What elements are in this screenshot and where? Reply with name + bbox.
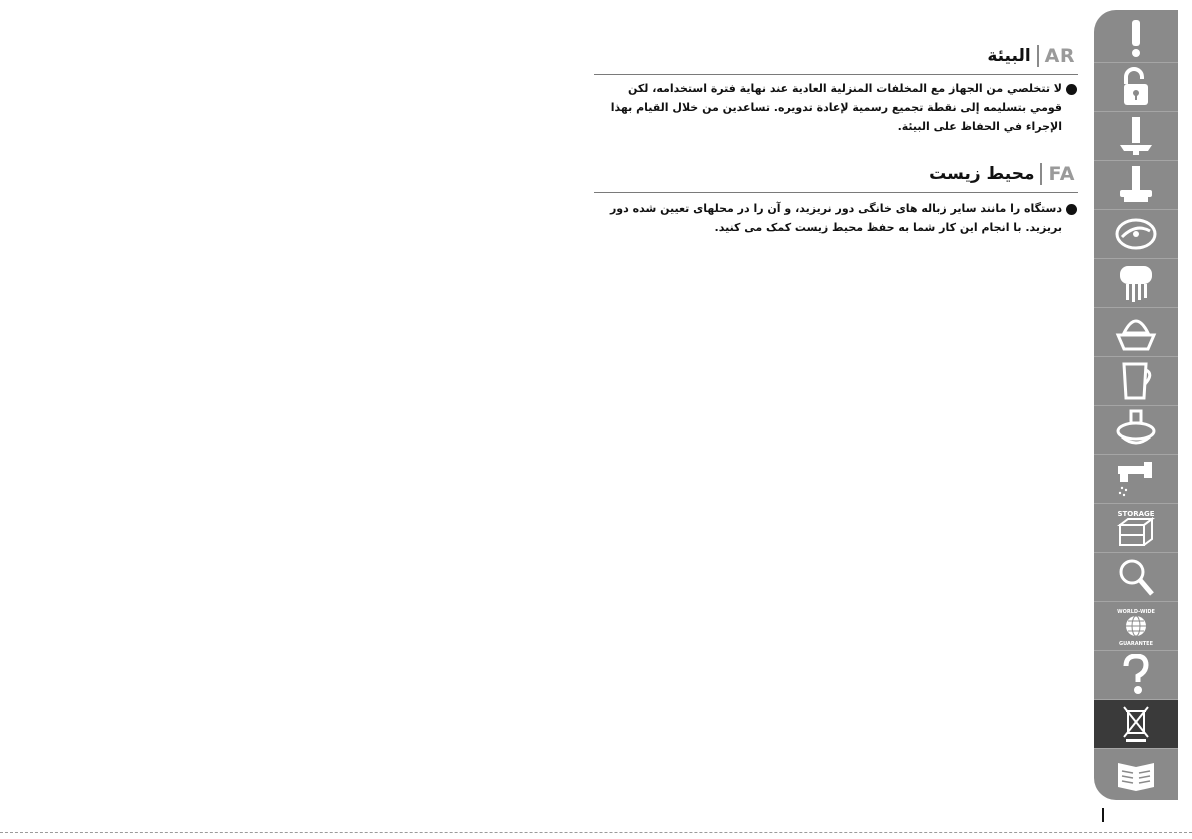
page-marker (1102, 808, 1104, 822)
disc-icon (1114, 213, 1158, 255)
citrus-press-icon (1114, 311, 1158, 353)
header-divider (1037, 45, 1039, 67)
storage-label: STORAGE (1117, 510, 1155, 518)
tab-storage[interactable] (1094, 504, 1178, 553)
tab-faq[interactable] (1094, 651, 1178, 700)
blade-icon (1114, 115, 1158, 157)
section-text-fa: دستگاه را مانند سایر زباله های خانگی دور نریزید، و آن را در محلهای تعیین شده دور بریزید. با انجام این کار شما به حفظ محیط زیست کمک می کنید. (609, 202, 1062, 234)
centrifuge-icon (1114, 409, 1158, 451)
tab-environment[interactable] (1094, 700, 1178, 749)
chapter-sidebar (1094, 10, 1178, 800)
question-icon (1114, 654, 1158, 696)
tab-safety[interactable] (1094, 14, 1178, 63)
jug-icon (1114, 360, 1158, 402)
tab-dough-tool[interactable] (1094, 161, 1178, 210)
tap-icon (1114, 458, 1158, 500)
guarantee-label: GUARANTEE (1118, 641, 1154, 647)
page-cut-line (0, 832, 1192, 833)
tab-blade[interactable] (1094, 112, 1178, 161)
tab-citrus-press[interactable] (1094, 308, 1178, 357)
tab-jug[interactable] (1094, 357, 1178, 406)
tab-shredder[interactable] (1094, 259, 1178, 308)
tab-troubleshoot-search[interactable] (1094, 553, 1178, 602)
language-code-fa: FA (1048, 163, 1075, 185)
tab-cleaning[interactable] (1094, 455, 1178, 504)
tab-disc[interactable] (1094, 210, 1178, 259)
shredder-icon (1114, 262, 1158, 304)
section-header-ar (594, 38, 1078, 75)
unlock-icon (1114, 66, 1158, 108)
crossed-bin-icon (1114, 703, 1158, 745)
section-title-ar: البيئة (987, 46, 1031, 66)
bullet-ar (1066, 84, 1077, 95)
header-divider (1040, 163, 1042, 185)
book-icon (1114, 753, 1158, 795)
globe-icon (1114, 605, 1158, 647)
magnifier-icon (1114, 556, 1158, 598)
tab-centrifuge[interactable] (1094, 406, 1178, 455)
section-header-fa (594, 156, 1078, 193)
section-text-ar: لا تتخلصي من الجهاز مع المخلفات المنزلية العادية عند نهاية فترة استخدامه، لكن قومي بتسليمه إلى نقطة تجميع رسمية لإعادة تدويره. تساعدين من خلال القيام بهذا الإجراء في الحفاظ على البيئة. (610, 82, 1062, 133)
language-code-ar: AR (1044, 45, 1075, 67)
storage-box-icon (1114, 507, 1158, 549)
worldwide-label: WORLD-WIDE (1117, 609, 1155, 615)
bullet-fa (1066, 204, 1077, 215)
exclamation-icon (1114, 17, 1158, 59)
dough-tool-icon (1114, 164, 1158, 206)
section-title-fa: محیط زیست (929, 164, 1035, 184)
tab-unlock[interactable] (1094, 63, 1178, 112)
tab-guarantee[interactable] (1094, 602, 1178, 651)
tab-manual[interactable] (1094, 749, 1178, 798)
